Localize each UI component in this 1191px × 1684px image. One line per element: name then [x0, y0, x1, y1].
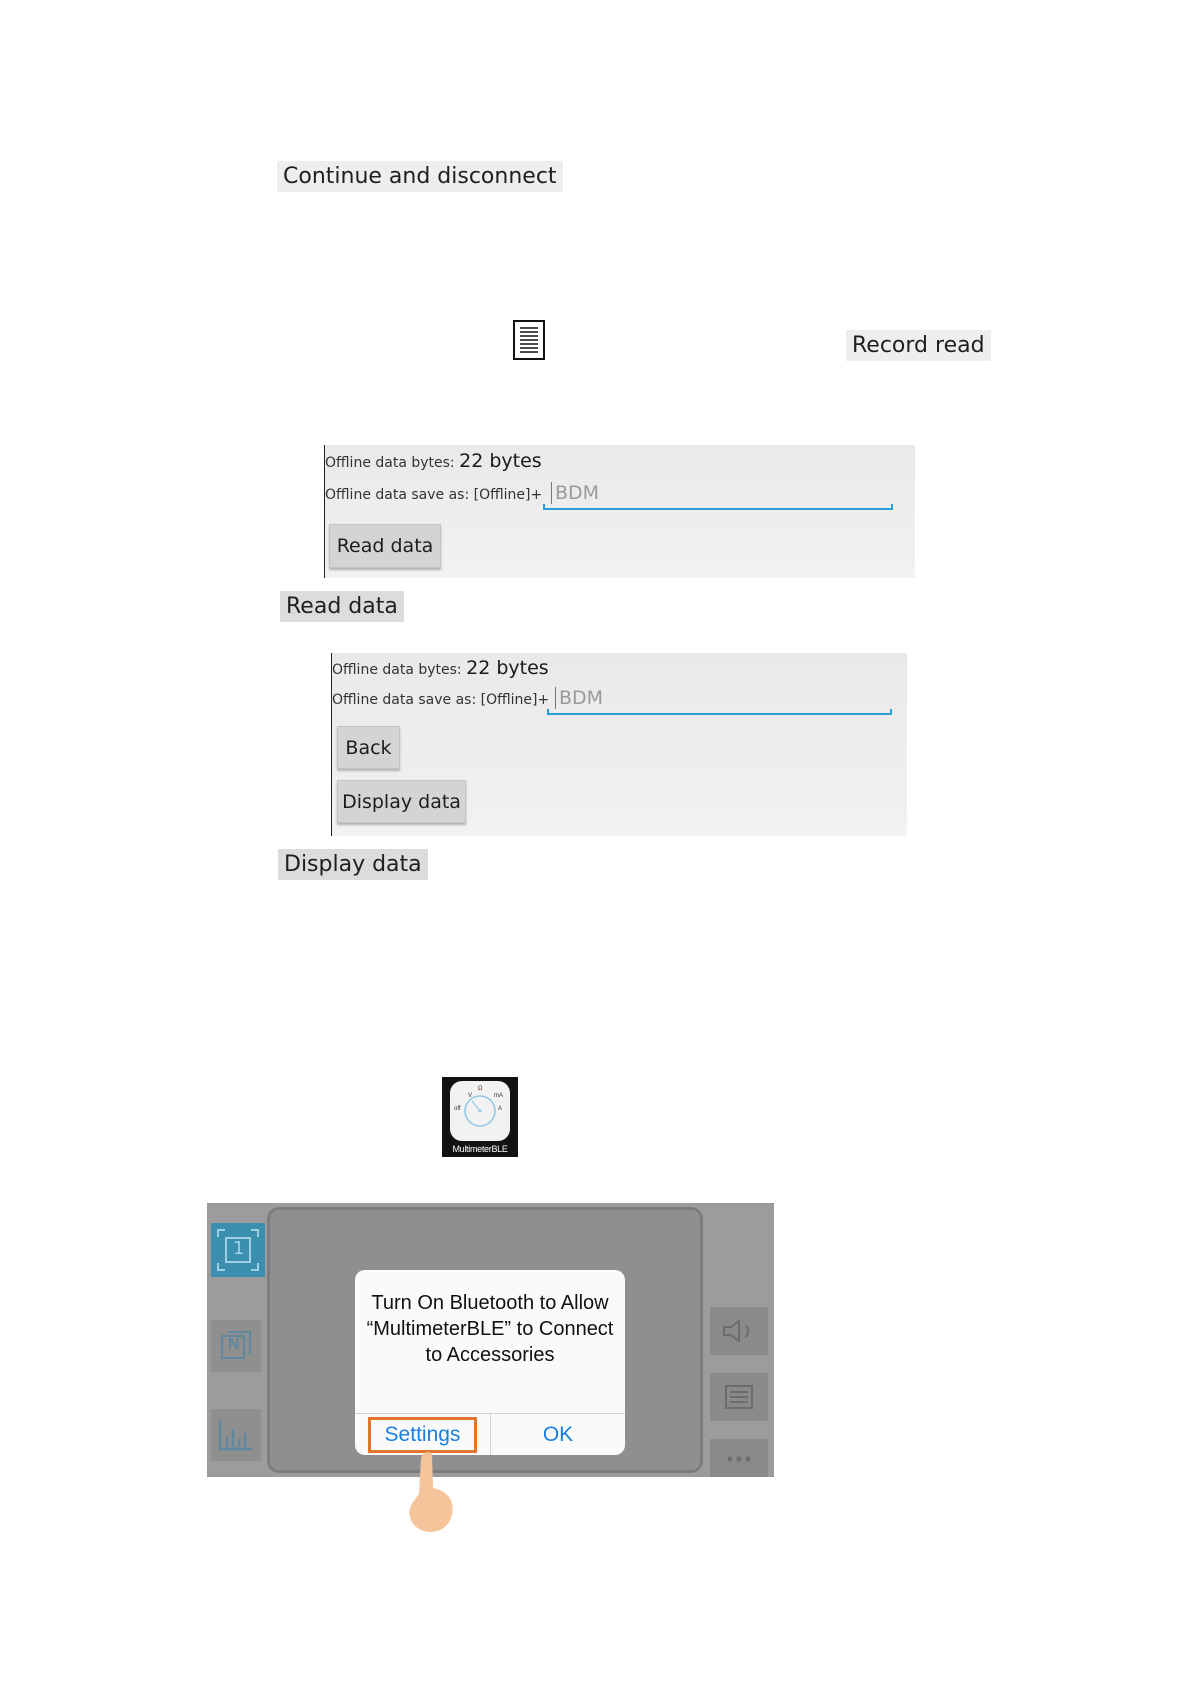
continue-disconnect-label[interactable]: Continue and disconnect [277, 161, 563, 192]
phone-screenshot [207, 1203, 774, 1477]
gauge-label-v: V [468, 1093, 473, 1099]
offline-bytes-value: 22 bytes [466, 657, 549, 679]
gauge-label-a: A [498, 1106, 503, 1112]
gauge-icon [450, 1081, 510, 1141]
display-data-label[interactable]: Display data [278, 849, 428, 880]
record-read-label[interactable]: Record read [846, 330, 991, 361]
gauge-label-ohm: Ω [478, 1086, 483, 1092]
screen-one-digit: 1 [233, 1238, 245, 1259]
offline-bytes-row [332, 657, 549, 679]
offline-bytes-label: Offline data bytes: [332, 662, 462, 678]
gauge-label-off: off [454, 1106, 461, 1112]
multimeter-app-icon[interactable] [442, 1077, 518, 1157]
settings-button-label: Settings [368, 1417, 478, 1453]
offline-bytes-label: Offline data bytes: [325, 455, 455, 471]
n-mode-icon[interactable] [211, 1320, 261, 1372]
n-mode-letter: N [228, 1336, 240, 1353]
display-data-button[interactable]: Display data [337, 780, 466, 823]
speaker-icon[interactable] [710, 1307, 768, 1355]
bluetooth-dialog-message: Turn On Bluetooth to Allow “MultimeterBLE” to Connect to Accessories [366, 1292, 614, 1366]
bar-chart-icon[interactable] [211, 1409, 261, 1461]
bluetooth-dialog [355, 1270, 625, 1455]
save-name-input[interactable]: BDM [551, 482, 599, 504]
read-data-label[interactable]: Read data [280, 591, 404, 622]
read-data-button[interactable]: Read data [329, 524, 441, 568]
offline-save-label: Offline data save as: [Offline]+ [325, 487, 543, 503]
list-icon[interactable] [710, 1373, 768, 1421]
save-name-input[interactable]: BDM [555, 687, 603, 709]
save-name-input-underline [547, 713, 892, 715]
ok-button[interactable]: OK [491, 1413, 625, 1455]
save-name-input-underline [543, 508, 893, 510]
back-button[interactable]: Back [337, 726, 400, 769]
screen-one-icon[interactable] [211, 1223, 265, 1277]
gauge-label-ma: mA [494, 1093, 503, 1099]
settings-button[interactable] [355, 1413, 491, 1455]
offline-save-label: Offline data save as: [Offline]+ [332, 692, 550, 708]
more-icon[interactable] [710, 1439, 768, 1477]
pointing-hand-icon [405, 1450, 457, 1534]
app-icon-label: MultimeterBLE [452, 1144, 508, 1154]
list-document-icon[interactable] [513, 320, 545, 360]
offline-bytes-value: 22 bytes [459, 450, 542, 472]
offline-panel-read [324, 445, 915, 578]
offline-bytes-row [325, 450, 542, 472]
offline-panel-display [331, 653, 907, 836]
